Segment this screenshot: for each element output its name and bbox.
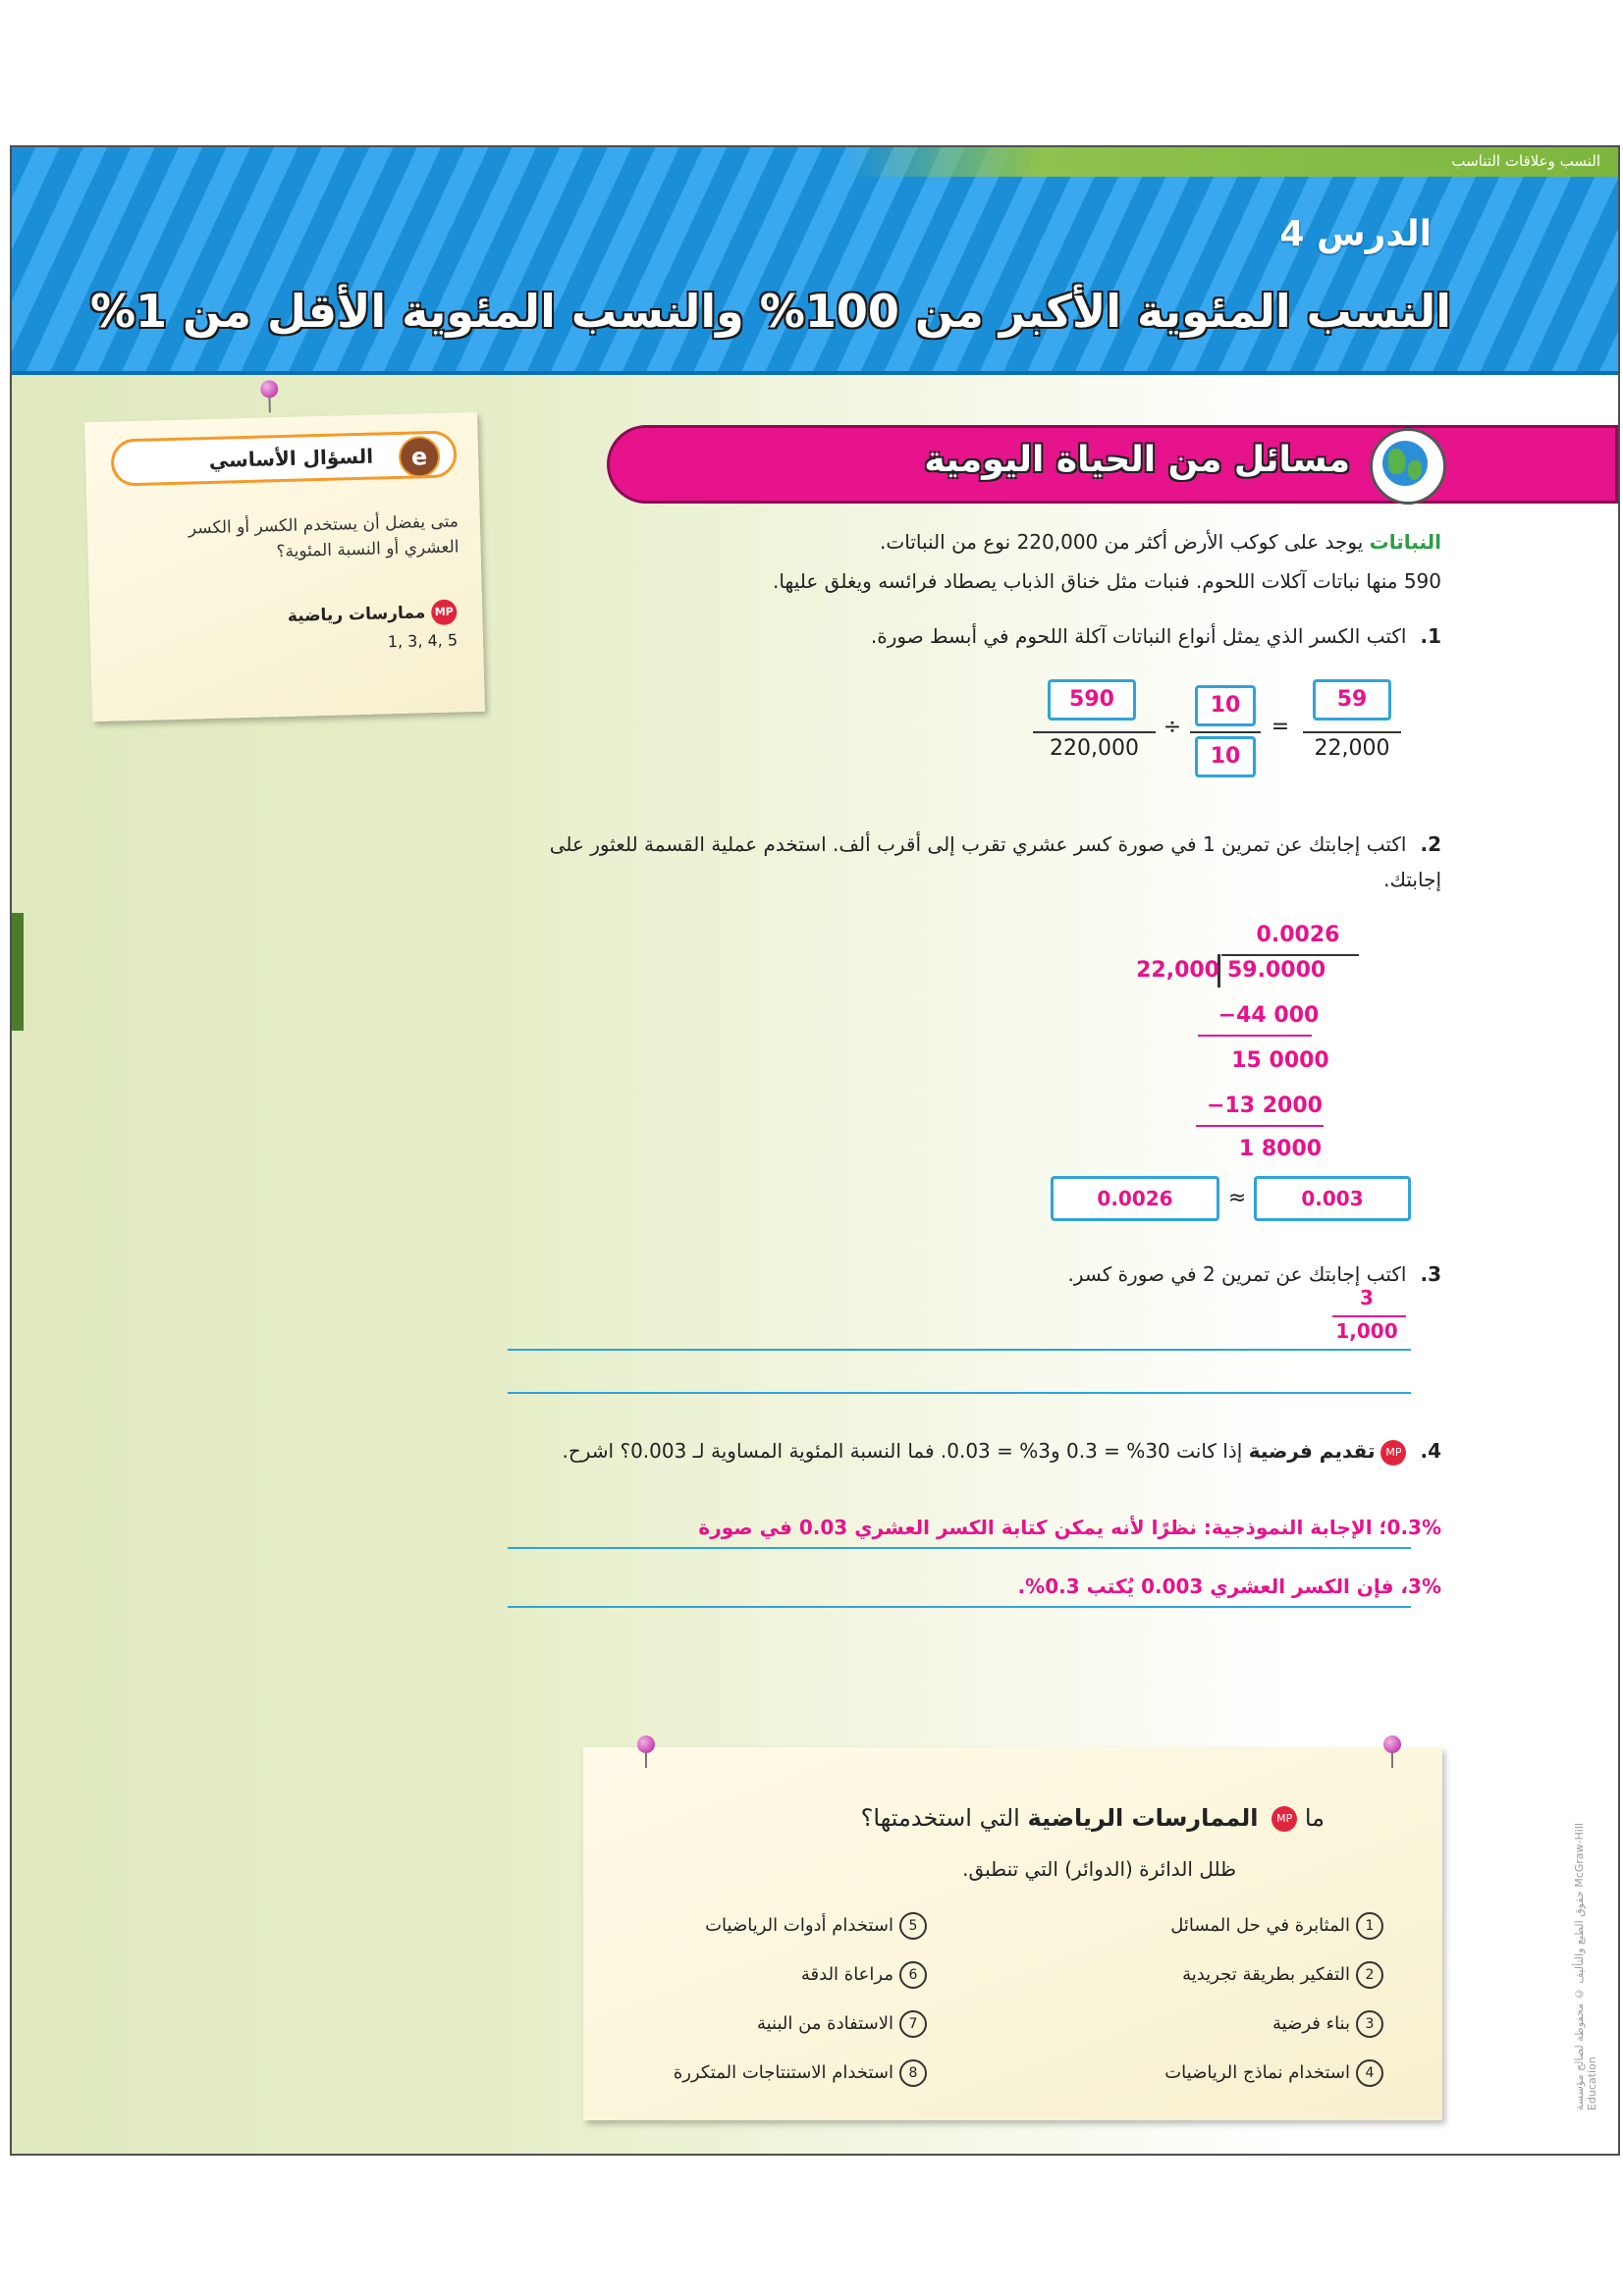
equals-sign: = xyxy=(1271,715,1290,739)
question-icon: e xyxy=(399,436,441,478)
answer-line[interactable] xyxy=(508,1349,1411,1351)
option-circle[interactable]: 1 xyxy=(1356,1912,1383,1940)
chapter-title: النسب وعلاقات التناسب xyxy=(1451,152,1600,170)
pushpin-icon xyxy=(260,380,278,398)
intro-line-2: 590 منها نباتات آكلات اللحوم. فنبات مثل خناق الذباب يصطاد فرائسه ويغلق عليها. xyxy=(773,569,1441,593)
exercise-1 xyxy=(460,618,1441,654)
answer-denominator: 1,000 xyxy=(1335,1319,1398,1343)
globe-icon xyxy=(1370,428,1446,505)
remainder-1: 15 0000 xyxy=(1231,1048,1329,1073)
subtraction-2: −13 2000 xyxy=(1207,1094,1323,1118)
practice-option-7[interactable]: 7الاستفادة من البنية xyxy=(757,2010,927,2038)
exercise-label: تقديم فرضية xyxy=(1248,1439,1376,1463)
lesson-number: الدرس 4 xyxy=(1279,214,1432,254)
math-practices-note xyxy=(583,1747,1442,2120)
divisor-top-box[interactable]: 10 xyxy=(1195,685,1256,726)
exercise-number: 3. xyxy=(1420,1262,1441,1286)
copyright-notice: حقوق الطبع والتأليف © محفوظة لصالح مؤسسة McGraw-Hill Education xyxy=(1573,1823,1598,2110)
essential-question-note xyxy=(84,412,485,721)
section-title: مسائل من الحياة اليومية xyxy=(924,440,1350,480)
practice-option-1[interactable]: 1المثابرة في حل المسائل xyxy=(1170,1912,1383,1940)
math-practice-badge-icon: MP xyxy=(1380,1440,1406,1466)
lesson-header xyxy=(12,147,1618,375)
option-circle[interactable]: 7 xyxy=(899,2010,927,2038)
essential-question-title: السؤال الأساسي xyxy=(208,444,374,472)
essential-question-label xyxy=(111,430,458,486)
answer-line[interactable] xyxy=(508,1392,1411,1394)
divide-sign: ÷ xyxy=(1163,715,1182,739)
option-circle[interactable]: 3 xyxy=(1356,2010,1383,2038)
practice-option-3[interactable]: 3بناء فرضية xyxy=(1272,2010,1383,2038)
essential-question-text: متى يفضل أن يستخدم الكسر أو الكسر العشري أو النسبة المئوية؟ xyxy=(188,511,460,562)
numerator-box[interactable]: 590 xyxy=(1048,679,1136,721)
intro-keyword: النباتات xyxy=(1369,530,1441,554)
pushpin-icon xyxy=(1383,1735,1401,1753)
section-banner xyxy=(607,425,1618,504)
pushpin-icon xyxy=(637,1735,655,1753)
result-numerator-box[interactable]: 59 xyxy=(1313,679,1391,721)
result-denominator: 22,000 xyxy=(1314,736,1390,761)
approx-right-box[interactable]: 0.003 xyxy=(1254,1176,1411,1221)
dividend: 59.0000 xyxy=(1227,958,1326,983)
subtraction-1: −44 000 xyxy=(1217,1003,1320,1028)
chapter-strip xyxy=(847,147,1618,177)
math-practice-badge-icon: MP xyxy=(431,599,458,625)
answer-numerator: 3 xyxy=(1360,1286,1374,1309)
option-circle[interactable]: 8 xyxy=(899,2059,927,2087)
exercise-3 xyxy=(538,1256,1441,1292)
lesson-title: النسب المئوية الأكبر من 100% والنسب المئوية الأقل من 1% xyxy=(89,285,1451,338)
divisor-bottom-box[interactable]: 10 xyxy=(1195,736,1256,777)
exercise-text: اكتب الكسر الذي يمثل أنواع النباتات آكلة اللحوم في أبسط صورة. xyxy=(870,624,1407,648)
exercise-text: اكتب إجابتك عن تمرين 1 في صورة كسر عشري تقرب إلى أقرب ألف. استخدم عملية القسمة للعثور على إجابتك. xyxy=(549,832,1441,891)
math-practices-label: MPممارسات رياضية xyxy=(288,599,458,629)
option-circle[interactable]: 6 xyxy=(899,1961,927,1989)
fraction-bar xyxy=(1303,731,1401,733)
option-circle[interactable]: 4 xyxy=(1356,2059,1383,2087)
approx-sign: ≈ xyxy=(1227,1186,1247,1210)
division-bracket-top xyxy=(1221,954,1359,956)
exercise-text: إذا كانت 30% = 0.3 و3% = 0.03. فما النسبة المئوية المساوية لـ 0.003؟ اشرح. xyxy=(562,1439,1249,1463)
option-circle[interactable]: 5 xyxy=(899,1912,927,1940)
practice-option-4[interactable]: 4استخدام نماذج الرياضيات xyxy=(1164,2059,1383,2087)
math-practices-list: 1, 3, 4, 5 xyxy=(387,630,459,652)
exercise-number: 4. xyxy=(1420,1439,1441,1463)
exercise-2 xyxy=(538,827,1441,897)
practices-question: ما MP الممارسات الرياضية التي استخدمتها؟ xyxy=(860,1804,1325,1832)
exercise-number: 1. xyxy=(1420,624,1441,648)
fraction-bar xyxy=(1332,1315,1406,1317)
approx-left-box[interactable]: 0.0026 xyxy=(1051,1176,1219,1221)
exercise-number: 2. xyxy=(1420,832,1441,856)
option-circle[interactable]: 2 xyxy=(1356,1961,1383,1989)
practice-option-6[interactable]: 6مراعاة الدقة xyxy=(801,1961,927,1989)
intro-paragraph xyxy=(460,522,1441,601)
denominator: 220,000 xyxy=(1050,736,1139,761)
subtraction-line xyxy=(1196,1125,1324,1127)
side-tab xyxy=(12,913,24,1031)
fraction-bar xyxy=(1033,731,1156,733)
exercise-text: اكتب إجابتك عن تمرين 2 في صورة كسر. xyxy=(1067,1262,1407,1286)
practice-option-5[interactable]: 5استخدام أدوات الرياضيات xyxy=(705,1912,927,1940)
subtraction-line xyxy=(1198,1035,1312,1037)
intro-line-1: يوجد على كوكب الأرض أكثر من 220,000 نوع من النباتات. xyxy=(880,530,1370,554)
quotient: 0.0026 xyxy=(1256,923,1340,947)
workbook-page xyxy=(10,145,1620,2156)
math-practice-badge-icon: MP xyxy=(1271,1806,1297,1832)
answer-line[interactable] xyxy=(508,1547,1411,1549)
exercise-4 xyxy=(538,1433,1441,1468)
fraction-bar xyxy=(1190,731,1261,733)
practices-instruction: ظلل الدائرة (الدوائر) التي تنطبق. xyxy=(962,1857,1236,1881)
practice-option-8[interactable]: 8استخدام الاستنتاجات المتكررة xyxy=(674,2059,927,2087)
remainder-2: 1 8000 xyxy=(1238,1137,1323,1161)
answer-line-2: 3%، فإن الكسر العشري 0.003 يُكتب 0.3%. xyxy=(1017,1575,1441,1598)
answer-line[interactable] xyxy=(508,1606,1411,1608)
divisor: 22,000 xyxy=(1136,958,1219,983)
practice-option-2[interactable]: 2التفكير بطريقة تجريدية xyxy=(1182,1961,1383,1989)
answer-line-1: 0.3%؛ الإجابة النموذجية: نظرًا لأنه يمكن كتابة الكسر العشري 0.03 في صورة xyxy=(698,1516,1441,1539)
